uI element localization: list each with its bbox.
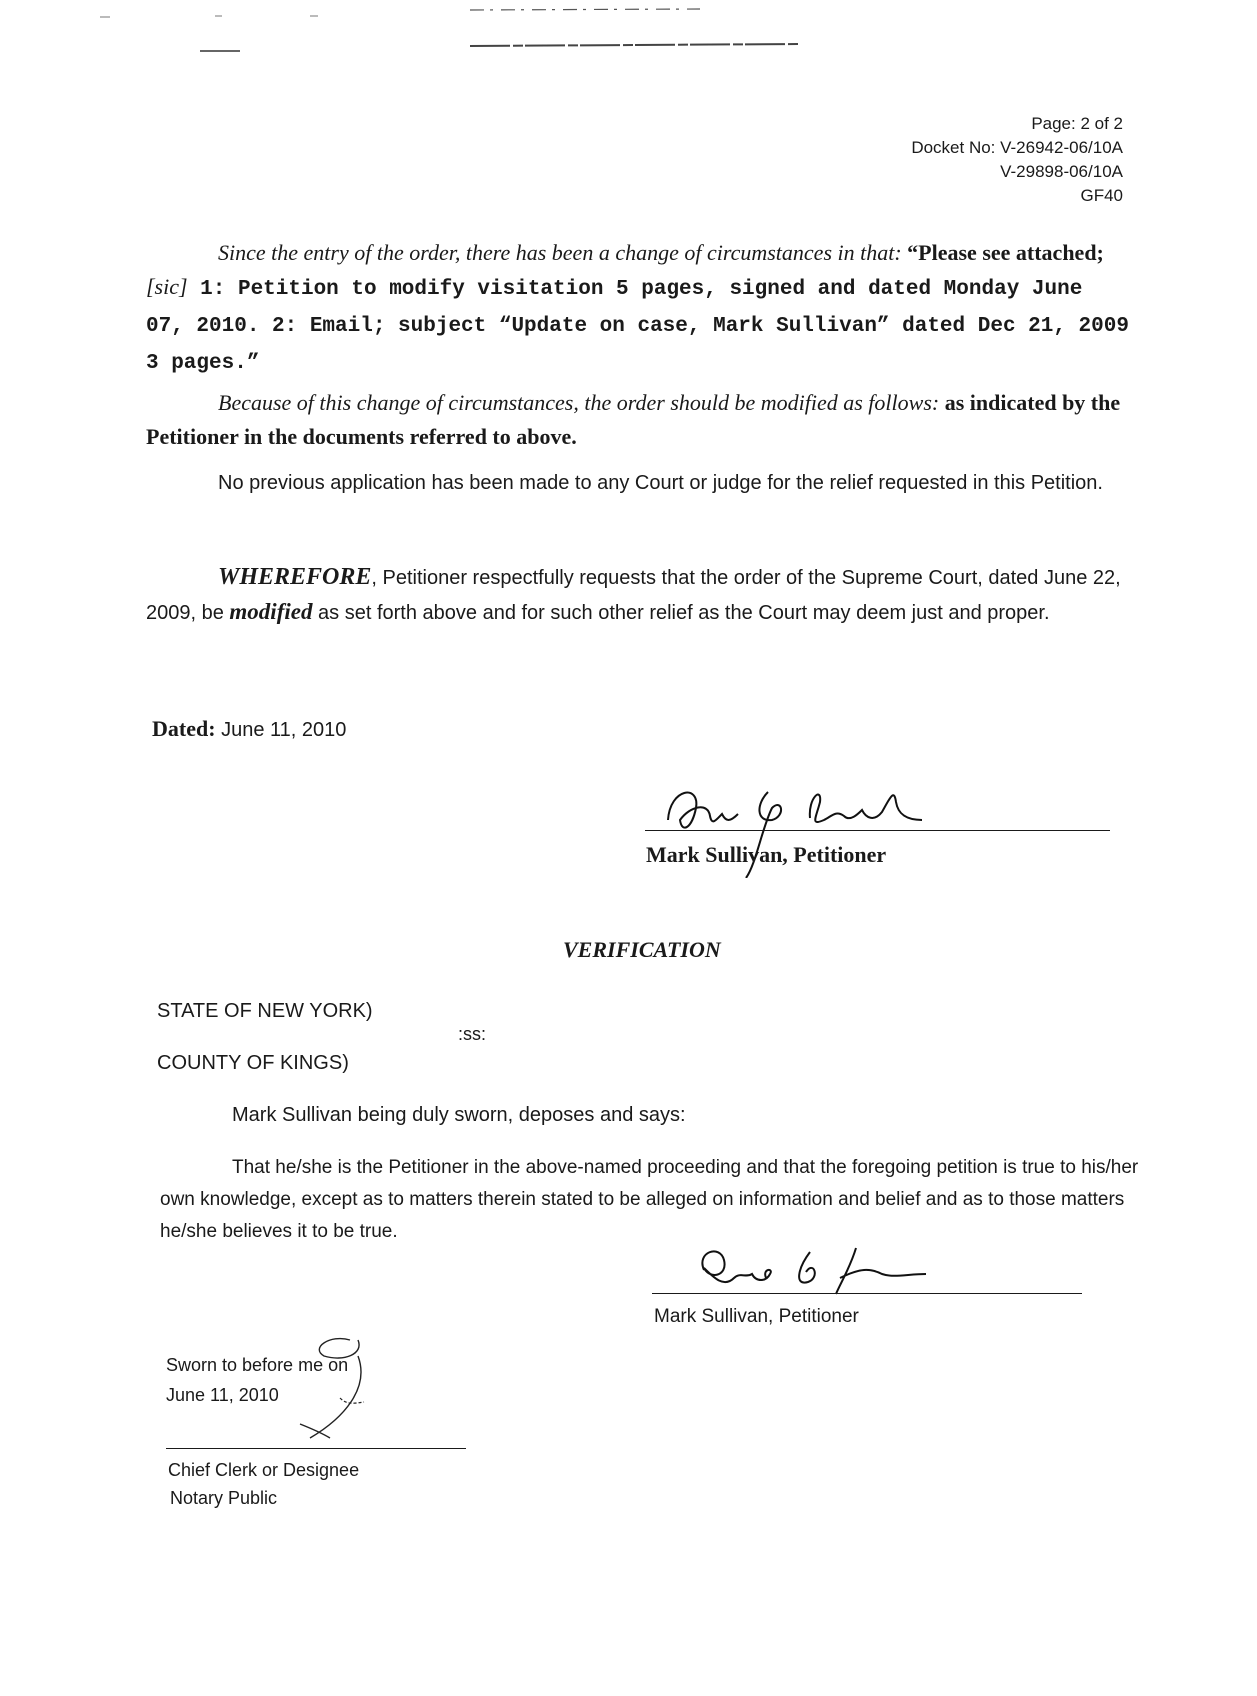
signature-line-2 (652, 1293, 1082, 1294)
verification-body (160, 1152, 1140, 1248)
previous-application-text: No previous application has been made to any Court or judge for the relief requested in this Petition. (218, 472, 1103, 494)
modification-paragraph (146, 386, 1132, 454)
petitioner-signature-2 (690, 1238, 1010, 1308)
jurat-sworn-line: Sworn to before me on (166, 1355, 349, 1375)
dated-label: Dated: (152, 716, 216, 741)
modification-lead: Because of this change of circumstances, the order should be modified as follows: (218, 390, 940, 415)
circumstances-detail: 1: Petition to modify visitation 5 pages, signed and dated Monday June 07, 2010. 2: Email; subject “Update on case, Mark Sullivan” dated Dec 21, 2009 3 pages.” (146, 278, 1129, 375)
venue-ss: :ss: (458, 1024, 487, 1044)
notary-title: Notary Public (170, 1488, 278, 1508)
sworn-statement: Mark Sullivan being duly sworn, deposes and says: (232, 1104, 686, 1126)
signature-line-1 (645, 830, 1110, 831)
verification-title: VERIFICATION (563, 937, 721, 962)
sic-marker: [sic] (146, 274, 188, 299)
dated-value: June 11, 2010 (215, 719, 347, 741)
form-code: GF40 (1080, 186, 1123, 205)
wherefore-text-2: as set forth above and for such other relief as the Court may deem just and proper. (312, 602, 1050, 624)
venue-county: COUNTY OF KINGS) (157, 1052, 349, 1074)
circumstances-lead: Since the entry of the order, there has been a change of circumstances in that: (218, 240, 902, 265)
docket-number-1: Docket No: V-26942-06/10A (911, 138, 1123, 157)
petitioner-name-1: Mark Sullivan, Petitioner (646, 842, 887, 867)
clerk-signature (240, 1328, 420, 1448)
circumstances-paragraph (146, 236, 1132, 381)
verification-body-text: That he/she is the Petitioner in the above-named proceeding and that the foregoing petition is true to his/her own knowledge, except as to matters therein stated to be alleged on information and belief and as to those matters he/she believes it to be true. (160, 1157, 1139, 1242)
dated-line (152, 716, 346, 742)
jurat-date: June 11, 2010 (166, 1385, 279, 1405)
petitioner-name-2: Mark Sullivan, Petitioner (654, 1306, 859, 1327)
modification-detail: as indicated by the Petitioner in the documents referred to above. (146, 390, 1121, 449)
wherefore-text-1: , Petitioner respectfully requests that the order of the Supreme Court, dated June 22, 2009, be (146, 567, 1121, 624)
clerk-title-block (168, 1456, 359, 1512)
docket-header (911, 112, 1123, 208)
page-number: Page: 2 of 2 (1031, 114, 1123, 133)
wherefore-paragraph (146, 560, 1136, 630)
wherefore-word: WHEREFORE (218, 564, 372, 590)
clerk-title: Chief Clerk or Designee (168, 1460, 360, 1480)
previous-application-paragraph (146, 466, 1126, 500)
docket-number-2: V-29898-06/10A (1000, 162, 1123, 181)
scan-artifact-lines (0, 0, 1257, 60)
venue-state: STATE OF NEW YORK) (157, 1000, 373, 1022)
clerk-signature-line (166, 1448, 466, 1449)
circumstances-quote-open: “Please see attached; (901, 240, 1104, 265)
modified-word: modified (229, 599, 313, 624)
